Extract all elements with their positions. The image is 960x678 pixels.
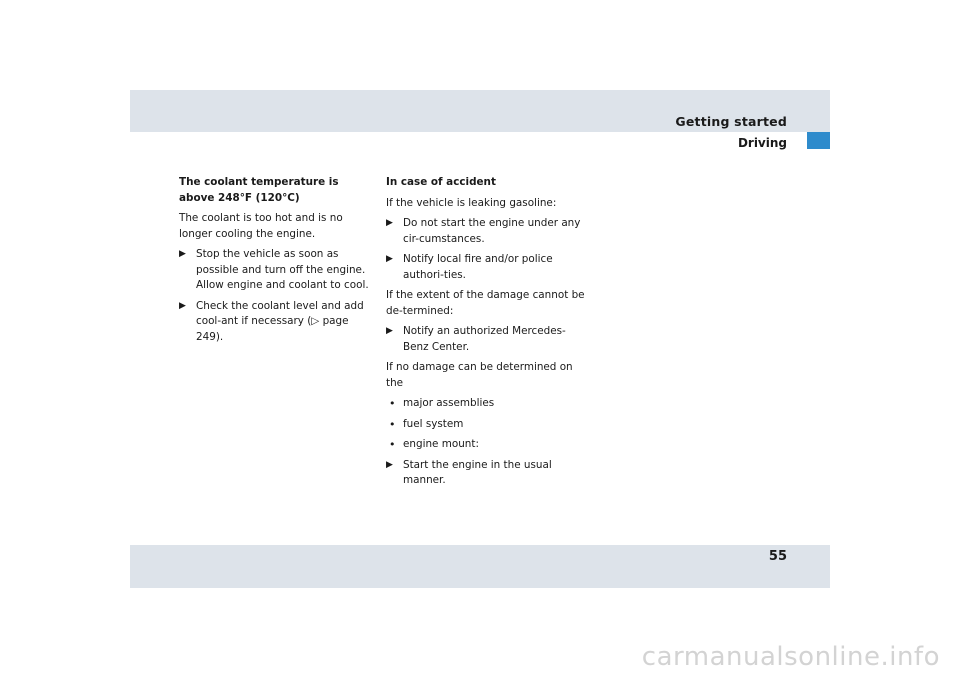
bullet-dot-icon: • bbox=[389, 417, 396, 431]
section-title: Getting started bbox=[675, 114, 787, 129]
instruction-step bbox=[386, 324, 586, 355]
triangle-right-icon: ▶ bbox=[386, 326, 393, 336]
triangle-right-icon: ▶ bbox=[179, 249, 186, 259]
bullet-item bbox=[386, 437, 586, 453]
subsection-title: Driving bbox=[737, 136, 787, 150]
section-accent-marker bbox=[807, 132, 830, 149]
right-column bbox=[386, 175, 586, 494]
watermark-text: carmanualsonline.info bbox=[641, 642, 940, 672]
instruction-step bbox=[179, 299, 369, 346]
instruction-step bbox=[179, 247, 369, 294]
leak-intro: If the vehicle is leaking gasoline: bbox=[386, 196, 557, 209]
instruction-step bbox=[386, 216, 586, 247]
bullet-dot-icon: • bbox=[389, 397, 396, 410]
triangle-right-icon: ▶ bbox=[386, 218, 393, 228]
step-text: Check the coolant level and add cool-ant if necessary (▷ page 249). bbox=[196, 299, 364, 343]
step-text: Stop the vehicle as soon as possible and turn off the engine. Allow engine and coolant to cool. bbox=[196, 248, 369, 291]
bullet-text: engine mount: bbox=[403, 438, 479, 450]
coolant-heading-line1: The coolant temperature is bbox=[179, 176, 339, 188]
coolant-heading-line2: above 248°F (120°C) bbox=[179, 191, 300, 204]
instruction-step bbox=[386, 252, 586, 283]
step-text: Do not start the engine under any cir-cumstances. bbox=[403, 217, 581, 245]
bullet-item bbox=[386, 417, 586, 433]
step-text: Notify an authorized Mercedes-Benz Center. bbox=[403, 325, 566, 353]
extent-intro: If the extent of the damage cannot be de-termined: bbox=[386, 289, 585, 317]
no-damage-intro: If no damage can be determined on the bbox=[386, 361, 573, 389]
page-number: 55 bbox=[768, 549, 787, 564]
coolant-heading bbox=[179, 175, 369, 206]
bullet-dot-icon: • bbox=[389, 438, 396, 451]
footer-band bbox=[130, 545, 830, 588]
left-column bbox=[179, 175, 369, 350]
bullet-item bbox=[386, 396, 586, 412]
step-text: Notify local fire and/or police authori-ties. bbox=[403, 253, 553, 281]
coolant-intro: The coolant is too hot and is no longer cooling the engine. bbox=[179, 212, 343, 240]
bullet-text: fuel system bbox=[403, 417, 464, 430]
triangle-right-icon: ▶ bbox=[386, 254, 393, 264]
step-text: Start the engine in the usual manner. bbox=[403, 458, 552, 486]
triangle-right-icon: ▶ bbox=[386, 459, 393, 470]
triangle-right-icon: ▶ bbox=[179, 300, 186, 311]
bullet-text: major assemblies bbox=[403, 397, 495, 409]
accident-heading: In case of accident bbox=[386, 176, 496, 188]
instruction-step bbox=[386, 458, 586, 489]
